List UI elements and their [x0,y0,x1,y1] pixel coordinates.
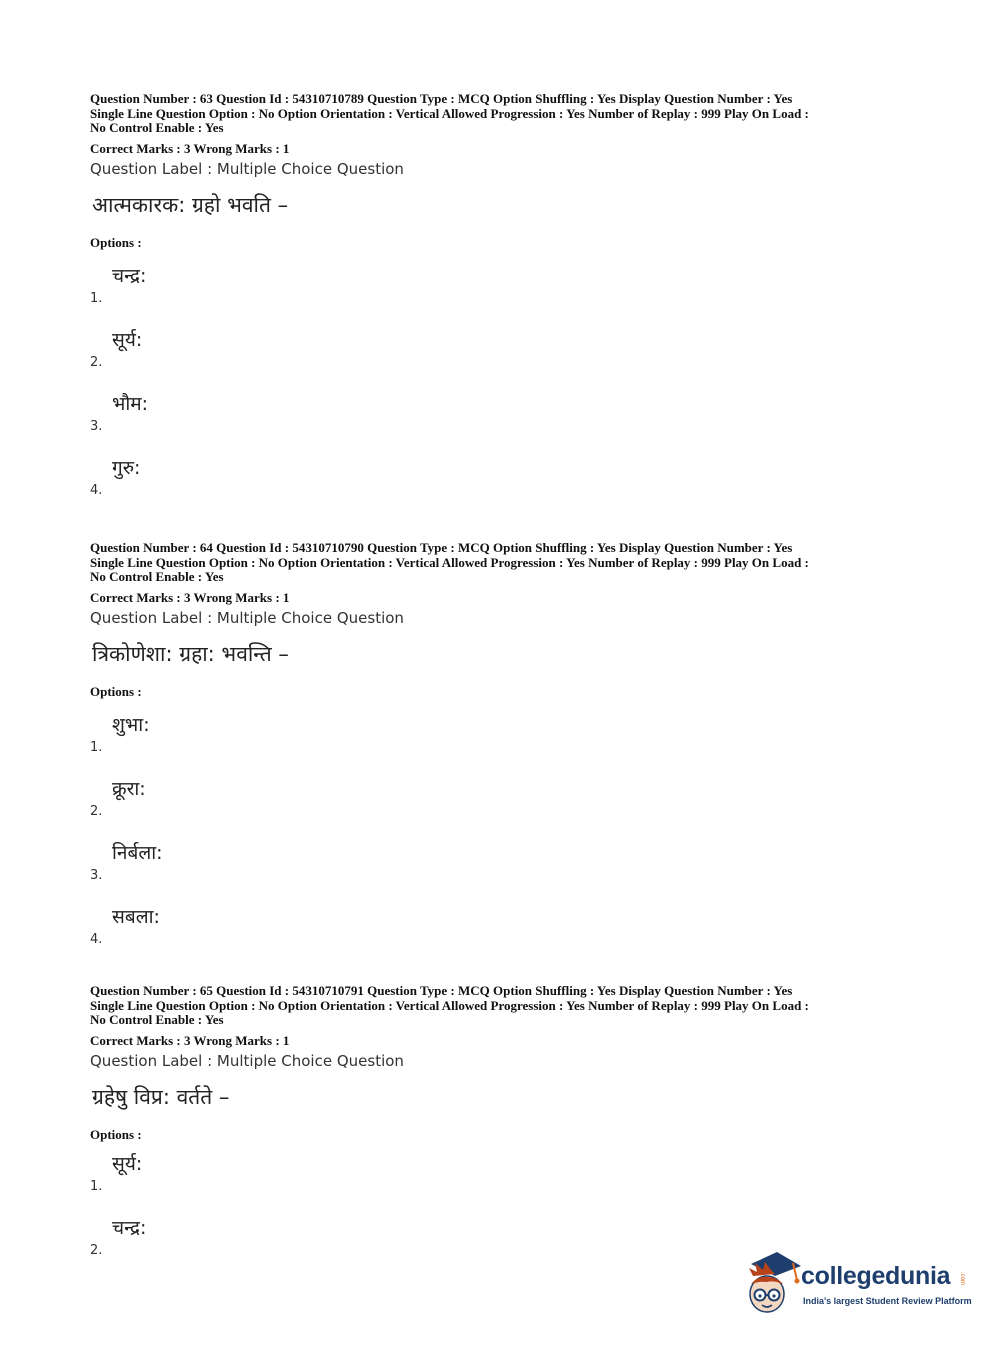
question-meta-line: Question Number : 65 Question Id : 54310710791 Question Type : MCQ Option Shuffling : Yes Display Question Number : Yes [90,983,793,998]
option-item [90,320,920,384]
option-item [90,897,920,961]
question-meta-line: Single Line Question Option : No Option Orientation : Vertical Allowed Progression : Yes Number of Replay : 999 Play On Load : [90,997,809,1013]
question-meta-line: Question Number : 63 Question Id : 54310710789 Question Type : MCQ Option Shuffling : Yes Display Question Number : Yes [90,91,793,106]
option-text: सबला: [112,905,160,928]
option-number: 1. [90,1178,103,1194]
option-item [90,1144,920,1208]
option-text: निर्बला: [112,841,163,864]
option-text: सूर्य: [112,328,143,351]
option-number: 1. [90,739,103,755]
question-meta-line: No Control Enable : Yes [90,1012,224,1027]
question-text: त्रिकोणेशा: ग्रहा: भवन्ति – [92,641,289,666]
logo-suffix: .com [959,1272,965,1286]
question-block-65 [90,984,920,1272]
question-label: Question Label : Multiple Choice Question [90,608,404,627]
option-item [90,705,920,769]
option-number: 2. [90,354,103,370]
question-meta-line: No Control Enable : Yes [90,120,224,135]
option-number: 3. [90,867,103,883]
logo-tagline: India's largest Student Review Platform [803,1296,972,1306]
question-marks: Correct Marks : 3 Wrong Marks : 1 [90,589,290,605]
option-number: 1. [90,290,103,306]
option-text: गुरु: [112,456,141,479]
option-text: क्रूरा: [112,777,146,800]
question-meta-line: Single Line Question Option : No Option Orientation : Vertical Allowed Progression : Yes Number of Replay : 999 Play On Load : [90,105,809,121]
question-text: आत्मकारक: ग्रहो भवति – [92,192,289,217]
option-text: सूर्य: [112,1152,143,1175]
question-marks: Correct Marks : 3 Wrong Marks : 1 [90,140,290,156]
question-marks: Correct Marks : 3 Wrong Marks : 1 [90,1032,290,1048]
option-item [90,833,920,897]
option-number: 2. [90,803,103,819]
question-block-63 [90,92,920,512]
logo-wordmark: collegedunia [801,1262,951,1290]
option-number: 2. [90,1242,103,1258]
option-number: 3. [90,418,103,434]
option-item [90,384,920,448]
option-text: चन्द्र: [112,264,147,287]
question-label: Question Label : Multiple Choice Question [90,1051,404,1070]
option-text: भौम: [112,392,149,415]
question-meta-line: Question Number : 64 Question Id : 54310710790 Question Type : MCQ Option Shuffling : Yes Display Question Number : Yes [90,540,793,555]
options-heading: Options : [90,1126,142,1142]
option-text: चन्द्र: [112,1216,147,1239]
option-item [90,769,920,833]
options-heading: Options : [90,683,142,699]
mascot-face-icon [743,1250,803,1318]
option-item [90,448,920,512]
collegedunia-logo[interactable] [743,1250,973,1318]
question-label: Question Label : Multiple Choice Question [90,159,404,178]
question-block-64 [90,541,920,961]
option-number: 4. [90,482,103,498]
question-meta-line: Single Line Question Option : No Option Orientation : Vertical Allowed Progression : Yes Number of Replay : 999 Play On Load : [90,554,809,570]
option-item [90,256,920,320]
option-number: 4. [90,931,103,947]
options-heading: Options : [90,234,142,250]
question-text: ग्रहेषु विप्र: वर्तते – [92,1084,230,1109]
option-text: शुभा: [112,713,150,736]
question-meta-line: No Control Enable : Yes [90,569,224,584]
